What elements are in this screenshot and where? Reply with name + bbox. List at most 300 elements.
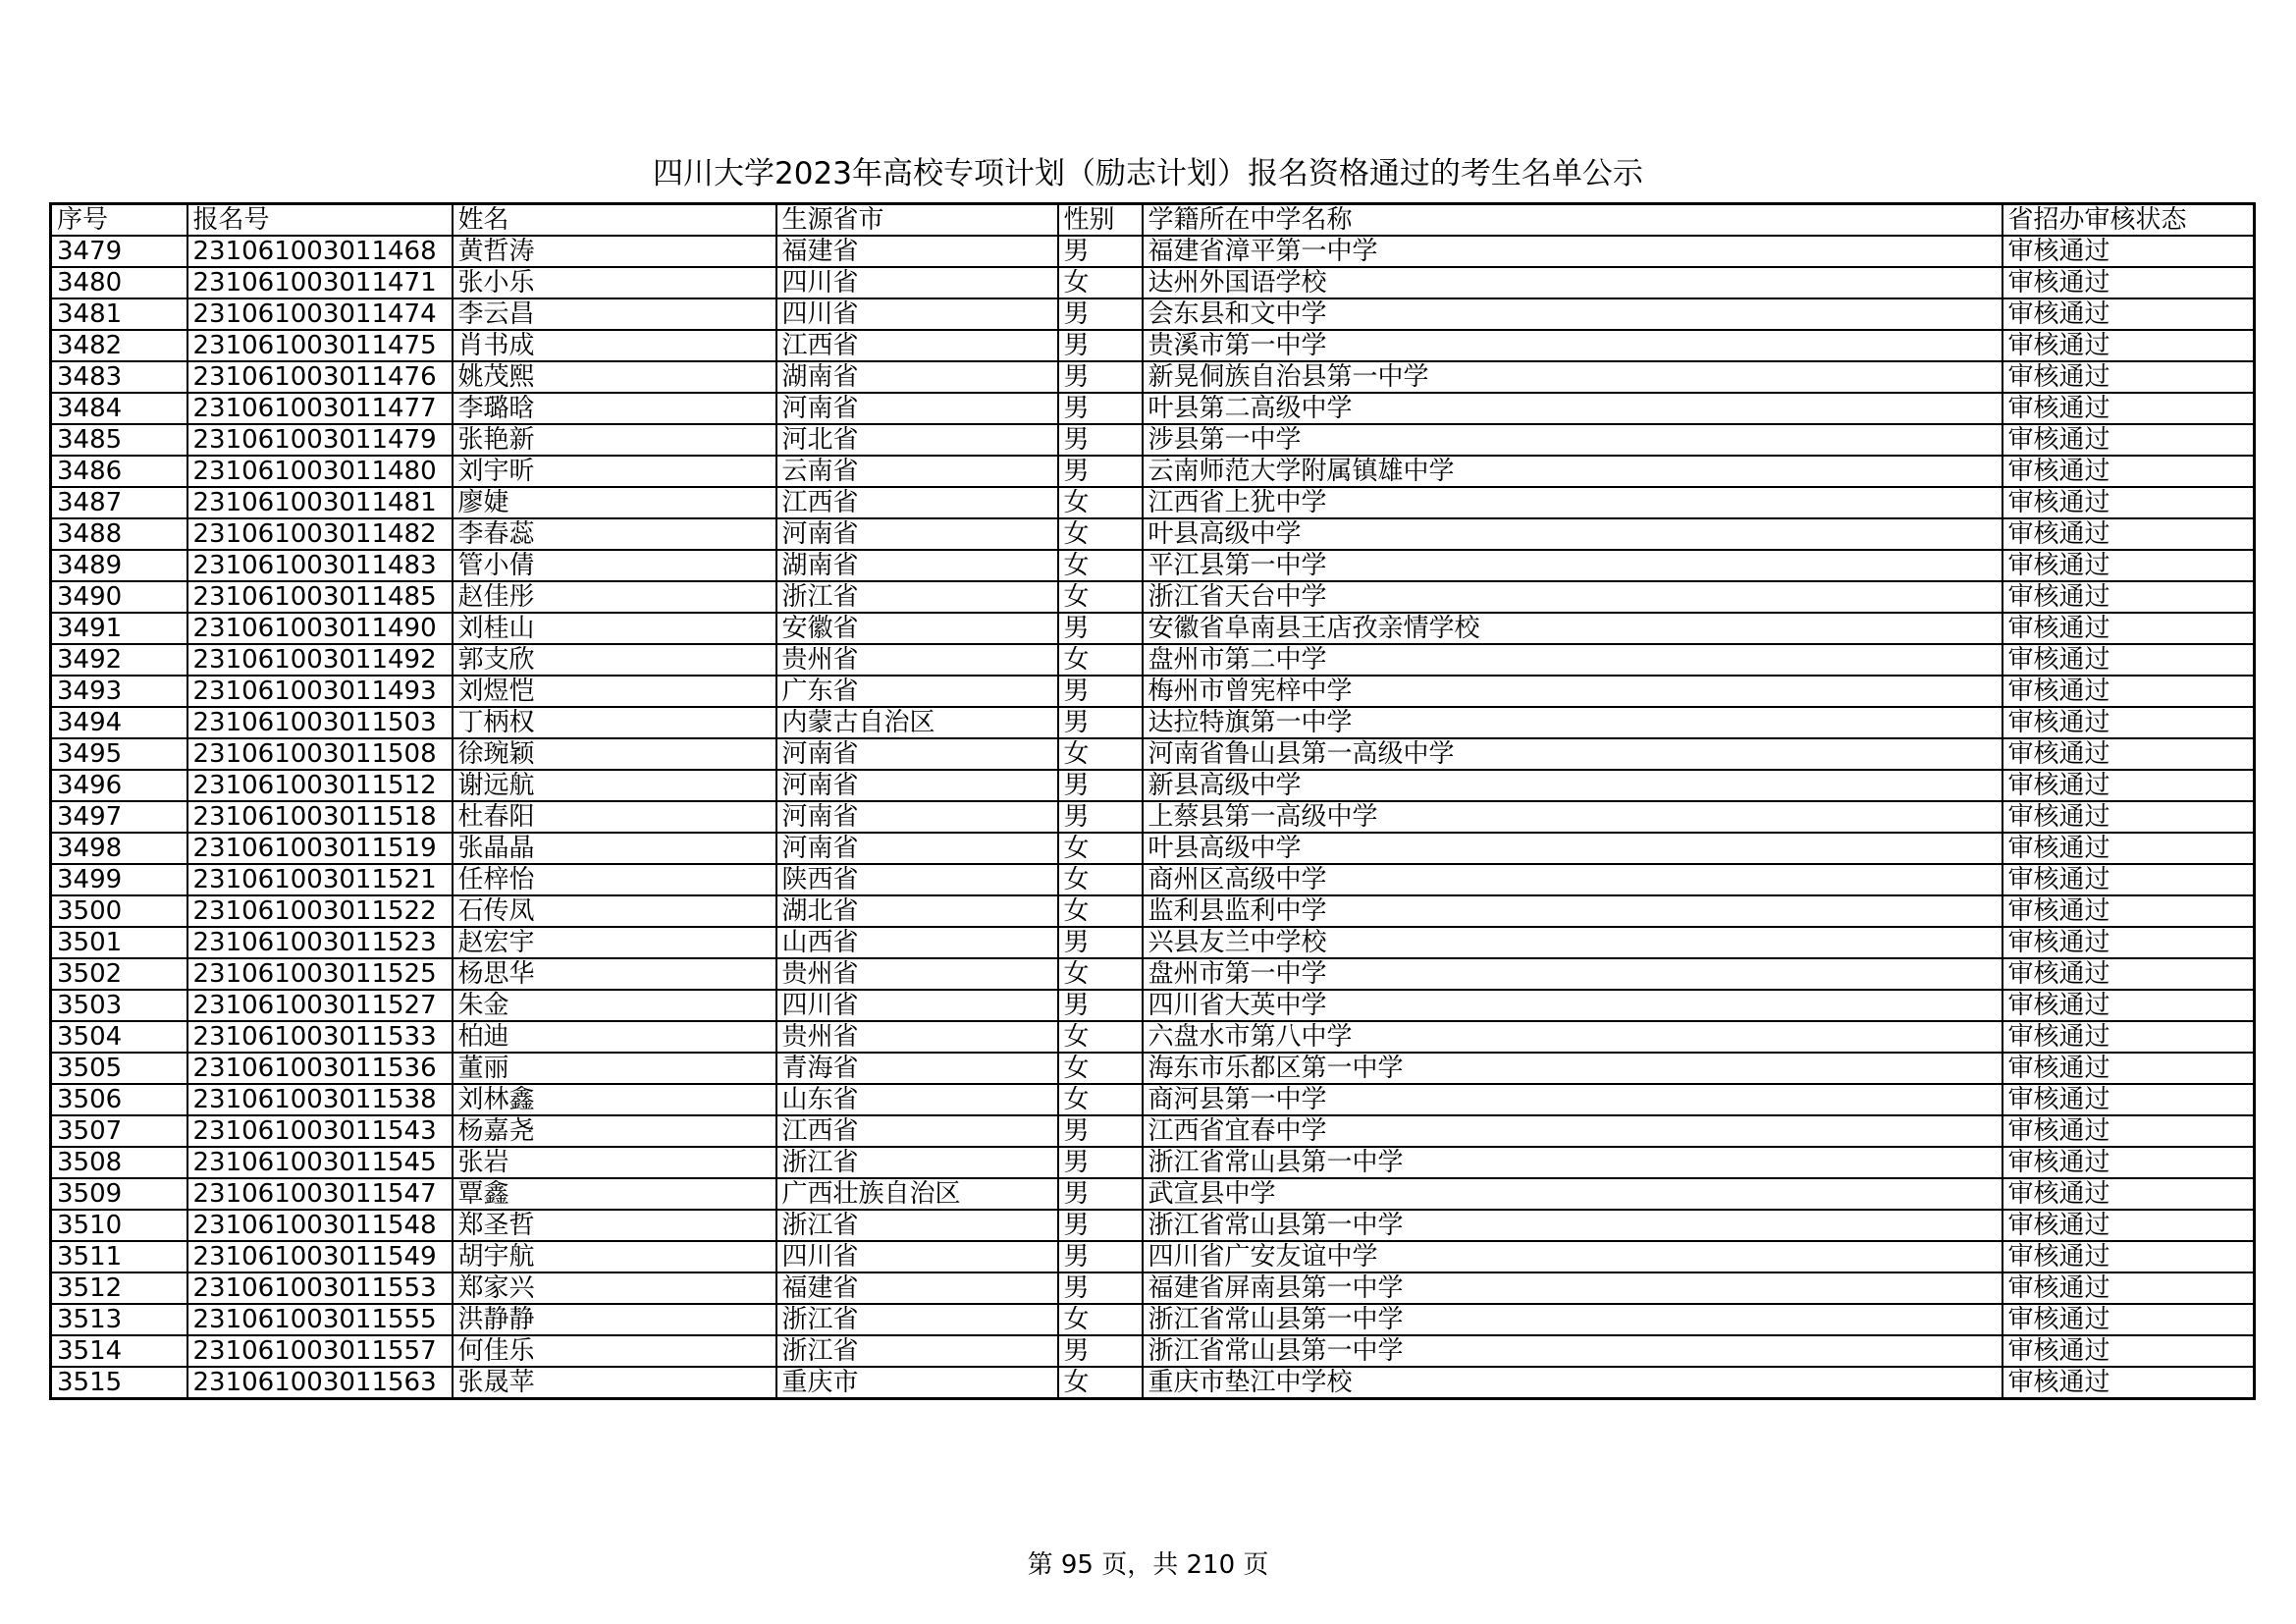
cell-registration-number: 231061003011468 (187, 236, 453, 267)
cell-school: 海东市乐都区第一中学 (1143, 1053, 2002, 1084)
cell-gender: 男 (1058, 676, 1143, 707)
cell-province: 安徽省 (776, 613, 1058, 644)
cell-school: 盘州市第一中学 (1143, 958, 2002, 990)
header-registration-number: 报名号 (187, 204, 453, 237)
cell-school: 商河县第一中学 (1143, 1084, 2002, 1115)
cell-school: 浙江省常山县第一中学 (1143, 1335, 2002, 1367)
cell-name: 刘煜恺 (453, 676, 776, 707)
table-row (51, 676, 2255, 707)
cell-name: 张小乐 (453, 267, 776, 298)
cell-name: 杨嘉尧 (453, 1115, 776, 1147)
cell-review-status: 审核通过 (2002, 1178, 2255, 1210)
cell-school: 叶县第二高级中学 (1143, 393, 2002, 424)
cell-gender: 女 (1058, 895, 1143, 927)
cell-province: 福建省 (776, 236, 1058, 267)
cell-name: 杨思华 (453, 958, 776, 990)
cell-school: 江西省上犹中学 (1143, 487, 2002, 518)
cell-school: 浙江省常山县第一中学 (1143, 1147, 2002, 1178)
table-row (51, 833, 2255, 864)
candidate-table (49, 202, 2256, 1400)
cell-index: 3501 (51, 927, 187, 958)
table-row (51, 424, 2255, 456)
cell-index: 3498 (51, 833, 187, 864)
cell-index: 3500 (51, 895, 187, 927)
cell-index: 3486 (51, 456, 187, 487)
cell-province: 内蒙古自治区 (776, 707, 1058, 738)
cell-province: 河南省 (776, 738, 1058, 770)
cell-registration-number: 231061003011518 (187, 801, 453, 833)
cell-school: 兴县友兰中学校 (1143, 927, 2002, 958)
cell-gender: 男 (1058, 424, 1143, 456)
page-footer: 第 95 页，共 210 页 (1027, 1550, 1269, 1580)
cell-gender: 男 (1058, 393, 1143, 424)
cell-review-status: 审核通过 (2002, 1210, 2255, 1241)
cell-name: 覃鑫 (453, 1178, 776, 1210)
cell-province: 贵州省 (776, 644, 1058, 676)
table-row (51, 864, 2255, 895)
table-row (51, 236, 2255, 267)
cell-school: 浙江省常山县第一中学 (1143, 1304, 2002, 1335)
table-row (51, 581, 2255, 613)
cell-school: 监利县监利中学 (1143, 895, 2002, 927)
cell-index: 3509 (51, 1178, 187, 1210)
cell-registration-number: 231061003011527 (187, 990, 453, 1021)
cell-gender: 男 (1058, 456, 1143, 487)
cell-province: 河南省 (776, 801, 1058, 833)
cell-registration-number: 231061003011538 (187, 1084, 453, 1115)
cell-province: 四川省 (776, 267, 1058, 298)
cell-registration-number: 231061003011525 (187, 958, 453, 990)
table-row (51, 613, 2255, 644)
table-header-row (51, 204, 2255, 237)
cell-name: 廖婕 (453, 487, 776, 518)
table-row (51, 298, 2255, 330)
cell-province: 广东省 (776, 676, 1058, 707)
cell-name: 刘桂山 (453, 613, 776, 644)
cell-province: 四川省 (776, 298, 1058, 330)
cell-school: 涉县第一中学 (1143, 424, 2002, 456)
table-row (51, 1053, 2255, 1084)
table-row (51, 1241, 2255, 1272)
cell-gender: 女 (1058, 1367, 1143, 1399)
cell-review-status: 审核通过 (2002, 330, 2255, 361)
cell-gender: 女 (1058, 644, 1143, 676)
cell-review-status: 审核通过 (2002, 581, 2255, 613)
cell-gender: 女 (1058, 518, 1143, 550)
cell-registration-number: 231061003011519 (187, 833, 453, 864)
cell-province: 浙江省 (776, 1147, 1058, 1178)
cell-gender: 男 (1058, 298, 1143, 330)
cell-review-status: 审核通过 (2002, 518, 2255, 550)
cell-registration-number: 231061003011476 (187, 361, 453, 393)
cell-province: 河北省 (776, 424, 1058, 456)
table-row (51, 393, 2255, 424)
cell-review-status: 审核通过 (2002, 393, 2255, 424)
cell-review-status: 审核通过 (2002, 487, 2255, 518)
cell-index: 3495 (51, 738, 187, 770)
cell-gender: 男 (1058, 801, 1143, 833)
cell-registration-number: 231061003011475 (187, 330, 453, 361)
cell-province: 河南省 (776, 833, 1058, 864)
table-row (51, 644, 2255, 676)
cell-name: 张岩 (453, 1147, 776, 1178)
cell-review-status: 审核通过 (2002, 644, 2255, 676)
cell-name: 张艳新 (453, 424, 776, 456)
cell-index: 3515 (51, 1367, 187, 1399)
cell-province: 湖北省 (776, 895, 1058, 927)
cell-province: 广西壮族自治区 (776, 1178, 1058, 1210)
cell-registration-number: 231061003011536 (187, 1053, 453, 1084)
cell-index: 3480 (51, 267, 187, 298)
cell-gender: 女 (1058, 487, 1143, 518)
cell-index: 3490 (51, 581, 187, 613)
header-school: 学籍所在中学名称 (1143, 204, 2002, 237)
table-row (51, 770, 2255, 801)
cell-province: 浙江省 (776, 1335, 1058, 1367)
cell-name: 黄哲涛 (453, 236, 776, 267)
cell-school: 梅州市曾宪梓中学 (1143, 676, 2002, 707)
cell-index: 3492 (51, 644, 187, 676)
cell-gender: 男 (1058, 330, 1143, 361)
cell-index: 3491 (51, 613, 187, 644)
cell-review-status: 审核通过 (2002, 456, 2255, 487)
cell-registration-number: 231061003011480 (187, 456, 453, 487)
cell-index: 3496 (51, 770, 187, 801)
cell-school: 六盘水市第八中学 (1143, 1021, 2002, 1053)
cell-name: 肖书成 (453, 330, 776, 361)
cell-name: 何佳乐 (453, 1335, 776, 1367)
table-row (51, 895, 2255, 927)
cell-review-status: 审核通过 (2002, 833, 2255, 864)
cell-registration-number: 231061003011548 (187, 1210, 453, 1241)
cell-review-status: 审核通过 (2002, 895, 2255, 927)
cell-gender: 女 (1058, 958, 1143, 990)
header-gender: 性别 (1058, 204, 1143, 237)
table-row (51, 1021, 2255, 1053)
cell-review-status: 审核通过 (2002, 1241, 2255, 1272)
table-row (51, 990, 2255, 1021)
cell-name: 刘林鑫 (453, 1084, 776, 1115)
cell-registration-number: 231061003011481 (187, 487, 453, 518)
cell-registration-number: 231061003011471 (187, 267, 453, 298)
cell-registration-number: 231061003011508 (187, 738, 453, 770)
cell-index: 3479 (51, 236, 187, 267)
cell-province: 青海省 (776, 1053, 1058, 1084)
cell-province: 江西省 (776, 330, 1058, 361)
cell-gender: 男 (1058, 1335, 1143, 1367)
cell-school: 新晃侗族自治县第一中学 (1143, 361, 2002, 393)
cell-index: 3513 (51, 1304, 187, 1335)
cell-index: 3487 (51, 487, 187, 518)
cell-province: 重庆市 (776, 1367, 1058, 1399)
cell-gender: 女 (1058, 581, 1143, 613)
cell-registration-number: 231061003011490 (187, 613, 453, 644)
cell-gender: 男 (1058, 1210, 1143, 1241)
cell-index: 3503 (51, 990, 187, 1021)
cell-gender: 男 (1058, 1147, 1143, 1178)
cell-registration-number: 231061003011555 (187, 1304, 453, 1335)
cell-registration-number: 231061003011482 (187, 518, 453, 550)
cell-school: 河南省鲁山县第一高级中学 (1143, 738, 2002, 770)
cell-school: 盘州市第二中学 (1143, 644, 2002, 676)
cell-review-status: 审核通过 (2002, 424, 2255, 456)
cell-gender: 女 (1058, 738, 1143, 770)
cell-school: 贵溪市第一中学 (1143, 330, 2002, 361)
table-row (51, 958, 2255, 990)
header-name: 姓名 (453, 204, 776, 237)
table-row (51, 1084, 2255, 1115)
cell-gender: 男 (1058, 1241, 1143, 1272)
cell-gender: 女 (1058, 267, 1143, 298)
cell-review-status: 审核通过 (2002, 613, 2255, 644)
cell-registration-number: 231061003011543 (187, 1115, 453, 1147)
table-row (51, 1115, 2255, 1147)
cell-gender: 女 (1058, 1304, 1143, 1335)
cell-province: 四川省 (776, 990, 1058, 1021)
cell-name: 柏迪 (453, 1021, 776, 1053)
cell-review-status: 审核通过 (2002, 236, 2255, 267)
cell-province: 江西省 (776, 1115, 1058, 1147)
cell-name: 姚茂熙 (453, 361, 776, 393)
cell-gender: 男 (1058, 1272, 1143, 1304)
cell-school: 达州外国语学校 (1143, 267, 2002, 298)
cell-registration-number: 231061003011547 (187, 1178, 453, 1210)
cell-review-status: 审核通过 (2002, 1115, 2255, 1147)
cell-index: 3482 (51, 330, 187, 361)
cell-gender: 男 (1058, 361, 1143, 393)
table-row (51, 267, 2255, 298)
table-row (51, 801, 2255, 833)
cell-name: 徐琬颖 (453, 738, 776, 770)
cell-gender: 男 (1058, 990, 1143, 1021)
cell-review-status: 审核通过 (2002, 864, 2255, 895)
cell-review-status: 审核通过 (2002, 801, 2255, 833)
cell-registration-number: 231061003011493 (187, 676, 453, 707)
cell-name: 管小倩 (453, 550, 776, 581)
cell-school: 平江县第一中学 (1143, 550, 2002, 581)
cell-review-status: 审核通过 (2002, 707, 2255, 738)
cell-index: 3512 (51, 1272, 187, 1304)
cell-gender: 女 (1058, 833, 1143, 864)
cell-gender: 男 (1058, 1178, 1143, 1210)
cell-name: 赵宏宇 (453, 927, 776, 958)
cell-province: 贵州省 (776, 958, 1058, 990)
cell-name: 刘宇昕 (453, 456, 776, 487)
table-row (51, 1178, 2255, 1210)
cell-registration-number: 231061003011523 (187, 927, 453, 958)
table-body (51, 236, 2255, 1399)
cell-name: 胡宇航 (453, 1241, 776, 1272)
table-header (51, 204, 2255, 237)
cell-index: 3508 (51, 1147, 187, 1178)
table-row (51, 456, 2255, 487)
cell-registration-number: 231061003011549 (187, 1241, 453, 1272)
cell-registration-number: 231061003011503 (187, 707, 453, 738)
cell-name: 赵佳彤 (453, 581, 776, 613)
table-row (51, 487, 2255, 518)
cell-name: 张晟苹 (453, 1367, 776, 1399)
cell-name: 丁柄权 (453, 707, 776, 738)
cell-province: 山东省 (776, 1084, 1058, 1115)
cell-province: 湖南省 (776, 361, 1058, 393)
cell-index: 3510 (51, 1210, 187, 1241)
cell-gender: 男 (1058, 613, 1143, 644)
cell-gender: 女 (1058, 550, 1143, 581)
cell-province: 山西省 (776, 927, 1058, 958)
cell-review-status: 审核通过 (2002, 1272, 2255, 1304)
cell-review-status: 审核通过 (2002, 1335, 2255, 1367)
cell-index: 3511 (51, 1241, 187, 1272)
cell-province: 浙江省 (776, 1210, 1058, 1241)
cell-name: 张晶晶 (453, 833, 776, 864)
header-province: 生源省市 (776, 204, 1058, 237)
cell-index: 3504 (51, 1021, 187, 1053)
cell-province: 河南省 (776, 518, 1058, 550)
table-row (51, 738, 2255, 770)
cell-registration-number: 231061003011474 (187, 298, 453, 330)
cell-gender: 女 (1058, 1021, 1143, 1053)
table-row (51, 707, 2255, 738)
cell-review-status: 审核通过 (2002, 361, 2255, 393)
cell-school: 浙江省天台中学 (1143, 581, 2002, 613)
document-title: 四川大学2023年高校专项计划（励志计划）报名资格通过的考生名单公示 (653, 156, 1643, 191)
table-row (51, 1147, 2255, 1178)
table-row (51, 518, 2255, 550)
cell-registration-number: 231061003011563 (187, 1367, 453, 1399)
cell-name: 郭支欣 (453, 644, 776, 676)
cell-registration-number: 231061003011557 (187, 1335, 453, 1367)
cell-school: 叶县高级中学 (1143, 833, 2002, 864)
cell-index: 3506 (51, 1084, 187, 1115)
cell-index: 3483 (51, 361, 187, 393)
cell-name: 洪静静 (453, 1304, 776, 1335)
cell-review-status: 审核通过 (2002, 1147, 2255, 1178)
cell-province: 浙江省 (776, 1304, 1058, 1335)
cell-school: 重庆市垫江中学校 (1143, 1367, 2002, 1399)
cell-school: 商州区高级中学 (1143, 864, 2002, 895)
cell-province: 浙江省 (776, 581, 1058, 613)
cell-review-status: 审核通过 (2002, 298, 2255, 330)
table-row (51, 1304, 2255, 1335)
cell-registration-number: 231061003011483 (187, 550, 453, 581)
cell-school: 四川省广安友谊中学 (1143, 1241, 2002, 1272)
cell-school: 江西省宜春中学 (1143, 1115, 2002, 1147)
cell-name: 董丽 (453, 1053, 776, 1084)
cell-review-status: 审核通过 (2002, 267, 2255, 298)
cell-index: 3507 (51, 1115, 187, 1147)
cell-index: 3485 (51, 424, 187, 456)
cell-index: 3488 (51, 518, 187, 550)
cell-name: 任梓怡 (453, 864, 776, 895)
cell-index: 3499 (51, 864, 187, 895)
table-row (51, 1367, 2255, 1399)
cell-review-status: 审核通过 (2002, 1021, 2255, 1053)
cell-name: 谢远航 (453, 770, 776, 801)
cell-registration-number: 231061003011521 (187, 864, 453, 895)
cell-school: 福建省漳平第一中学 (1143, 236, 2002, 267)
cell-gender: 女 (1058, 1084, 1143, 1115)
table-row (51, 1335, 2255, 1367)
cell-name: 石传凤 (453, 895, 776, 927)
cell-registration-number: 231061003011477 (187, 393, 453, 424)
cell-index: 3484 (51, 393, 187, 424)
cell-index: 3505 (51, 1053, 187, 1084)
cell-gender: 男 (1058, 236, 1143, 267)
cell-registration-number: 231061003011492 (187, 644, 453, 676)
header-index: 序号 (51, 204, 187, 237)
cell-school: 会东县和文中学 (1143, 298, 2002, 330)
cell-name: 郑圣哲 (453, 1210, 776, 1241)
cell-review-status: 审核通过 (2002, 770, 2255, 801)
cell-province: 云南省 (776, 456, 1058, 487)
table-row (51, 550, 2255, 581)
cell-registration-number: 231061003011522 (187, 895, 453, 927)
cell-school: 四川省大英中学 (1143, 990, 2002, 1021)
cell-province: 贵州省 (776, 1021, 1058, 1053)
cell-registration-number: 231061003011545 (187, 1147, 453, 1178)
cell-index: 3489 (51, 550, 187, 581)
cell-name: 李春蕊 (453, 518, 776, 550)
cell-review-status: 审核通过 (2002, 958, 2255, 990)
cell-school: 达拉特旗第一中学 (1143, 707, 2002, 738)
cell-school: 上蔡县第一高级中学 (1143, 801, 2002, 833)
cell-index: 3514 (51, 1335, 187, 1367)
cell-school: 安徽省阜南县王店孜亲情学校 (1143, 613, 2002, 644)
cell-province: 河南省 (776, 770, 1058, 801)
table-row (51, 1272, 2255, 1304)
table-row (51, 330, 2255, 361)
cell-index: 3497 (51, 801, 187, 833)
cell-gender: 女 (1058, 864, 1143, 895)
cell-index: 3502 (51, 958, 187, 990)
cell-gender: 男 (1058, 927, 1143, 958)
cell-review-status: 审核通过 (2002, 738, 2255, 770)
cell-gender: 男 (1058, 1115, 1143, 1147)
cell-index: 3493 (51, 676, 187, 707)
table-row (51, 361, 2255, 393)
cell-review-status: 审核通过 (2002, 1084, 2255, 1115)
cell-review-status: 审核通过 (2002, 1053, 2255, 1084)
table-row (51, 1210, 2255, 1241)
cell-name: 杜春阳 (453, 801, 776, 833)
cell-gender: 女 (1058, 1053, 1143, 1084)
cell-review-status: 审核通过 (2002, 676, 2255, 707)
cell-school: 叶县高级中学 (1143, 518, 2002, 550)
cell-index: 3481 (51, 298, 187, 330)
cell-gender: 男 (1058, 707, 1143, 738)
cell-registration-number: 231061003011479 (187, 424, 453, 456)
cell-school: 福建省屏南县第一中学 (1143, 1272, 2002, 1304)
cell-province: 河南省 (776, 393, 1058, 424)
table-row (51, 927, 2255, 958)
cell-gender: 男 (1058, 770, 1143, 801)
cell-school: 云南师范大学附属镇雄中学 (1143, 456, 2002, 487)
cell-review-status: 审核通过 (2002, 990, 2255, 1021)
cell-school: 浙江省常山县第一中学 (1143, 1210, 2002, 1241)
cell-registration-number: 231061003011512 (187, 770, 453, 801)
cell-school: 武宣县中学 (1143, 1178, 2002, 1210)
cell-name: 李璐晗 (453, 393, 776, 424)
cell-name: 郑家兴 (453, 1272, 776, 1304)
cell-registration-number: 231061003011553 (187, 1272, 453, 1304)
header-review-status: 省招办审核状态 (2002, 204, 2255, 237)
cell-registration-number: 231061003011485 (187, 581, 453, 613)
cell-school: 新县高级中学 (1143, 770, 2002, 801)
cell-review-status: 审核通过 (2002, 1367, 2255, 1399)
cell-name: 朱金 (453, 990, 776, 1021)
cell-registration-number: 231061003011533 (187, 1021, 453, 1053)
cell-province: 江西省 (776, 487, 1058, 518)
